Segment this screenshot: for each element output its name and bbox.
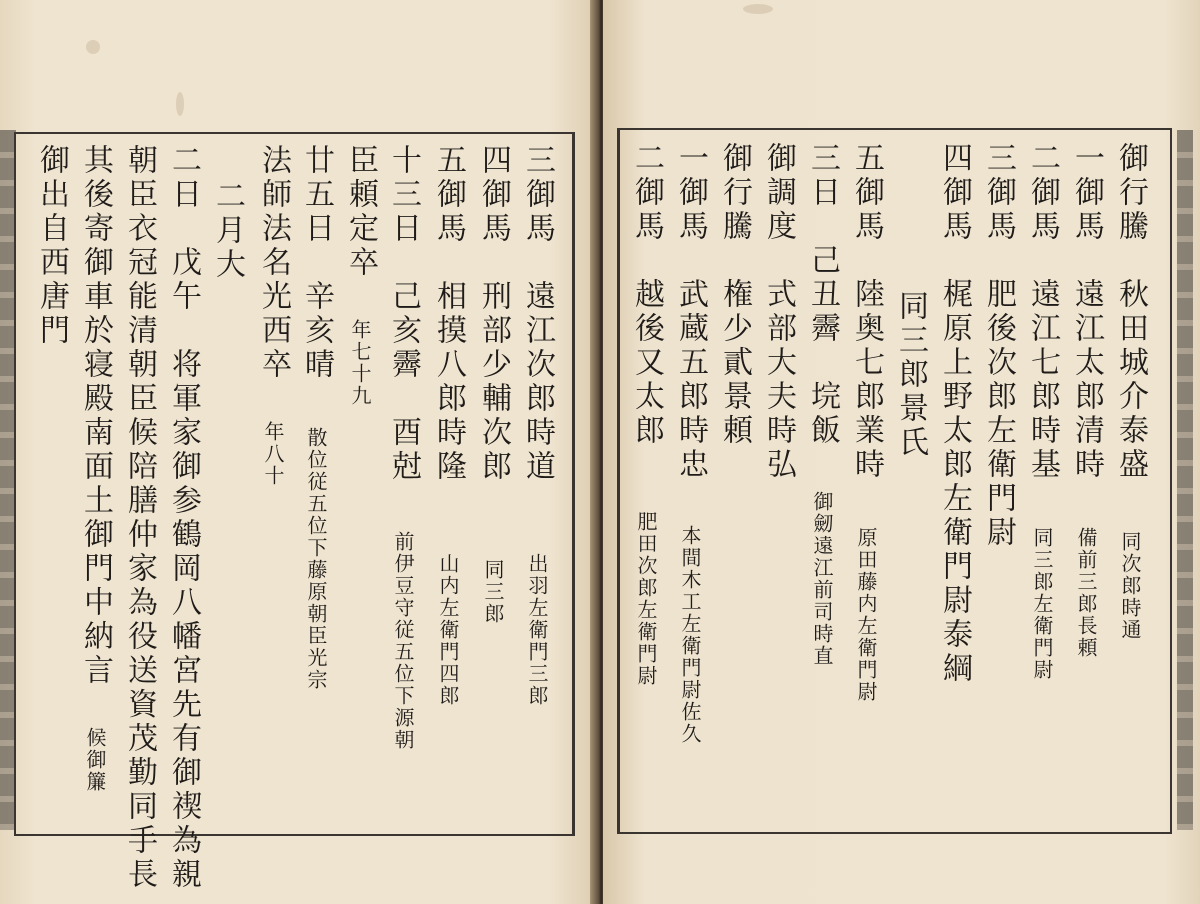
text-column: [761, 142, 795, 482]
text-column: [210, 180, 244, 282]
column-text: 朝臣衣冠能清朝臣候陪膳仲家為役送資茂勤同手長: [122, 144, 157, 892]
column-text: 十三日 己亥霽 酉尅: [386, 144, 421, 484]
page-edge-shadow: [1177, 130, 1193, 830]
column-text: 法師法名光西卒: [256, 144, 291, 382]
text-column: [849, 142, 883, 703]
text-column: [673, 142, 707, 745]
column-note: 本間木工左衛門尉佐久: [678, 525, 702, 745]
right-page: [603, 0, 1200, 904]
column-text: 同三郎景氏: [893, 290, 928, 460]
text-column: [520, 144, 554, 707]
column-text: 御行騰 秋田城介泰盛: [1113, 142, 1148, 482]
column-text: 御行騰 権少貳景頼: [717, 142, 752, 448]
text-column: [386, 144, 420, 751]
column-note: 同三郎左衛門尉: [1030, 527, 1054, 681]
text-column: [981, 142, 1015, 550]
text-column: [166, 144, 200, 892]
column-note: 年八十: [261, 421, 285, 487]
column-note: 備前三郎長頼: [1074, 527, 1098, 659]
left-page: [0, 0, 597, 904]
column-text: 三御馬 肥後次郎左衛門尉: [981, 142, 1016, 550]
text-column: [1113, 142, 1147, 641]
text-column: [256, 144, 290, 487]
text-column: [78, 144, 112, 793]
text-column: [1069, 142, 1103, 659]
text-column: [34, 144, 68, 348]
column-text: 三日 己丑霽 垸飯: [805, 142, 840, 448]
text-column: [343, 144, 377, 407]
column-note: 御劒遠江前司時直: [810, 491, 834, 667]
paper-stain: [176, 92, 184, 116]
text-column: [893, 290, 927, 460]
column-text: 御出自西唐門: [34, 144, 69, 348]
column-note: 同次郎時通: [1118, 531, 1142, 641]
column-text: 一御馬 武蔵五郎時忠: [673, 142, 708, 482]
column-text: 臣頼定卒: [343, 144, 378, 280]
column-text: 御調度 式部大夫時弘: [761, 142, 796, 482]
text-column: [1025, 142, 1059, 681]
column-text: 二月大: [210, 180, 245, 282]
text-column: [629, 142, 663, 687]
column-text: 五御馬 相摸八郎時隆: [431, 144, 466, 484]
column-note: 肥田次郎左衛門尉: [634, 511, 658, 687]
text-column: [122, 144, 156, 892]
column-note: 候御簾: [83, 727, 107, 793]
column-note: 原田藤内左衛門尉: [854, 527, 878, 703]
column-text: 一御馬 遠江太郎清時: [1069, 142, 1104, 482]
column-text: 二御馬 越後又太郎: [629, 142, 664, 448]
paper-stain: [743, 4, 773, 14]
column-note: 散位従五位下藤原朝臣光宗: [304, 427, 328, 691]
column-text: 廿五日 辛亥晴: [299, 144, 334, 382]
text-column: [476, 144, 510, 625]
column-text: 二御馬 遠江七郎時基: [1025, 142, 1060, 482]
column-note: 年七十九: [348, 319, 372, 407]
column-text: 五御馬 陸奥七郎業時: [849, 142, 884, 482]
column-text: 四御馬 刑部少輔次郎: [476, 144, 511, 484]
text-column: [299, 144, 333, 691]
column-text: 三御馬 遠江次郎時道: [520, 144, 555, 484]
column-text: 其後寄御車於寝殿南面土御門中納言: [78, 144, 113, 688]
paper-stain: [86, 40, 100, 54]
column-note: 前伊豆守従五位下源朝: [391, 531, 415, 751]
column-note: 同三郎: [481, 559, 505, 625]
column-text: 四御馬 梶原上野太郎左衛門尉泰綱: [937, 142, 972, 686]
text-column: [431, 144, 465, 707]
column-text: 二日 戊午 将軍家御参鶴岡八幡宮先有御禊為親: [166, 144, 201, 892]
text-column: [937, 142, 971, 686]
column-note: 出羽左衛門三郎: [525, 553, 549, 707]
column-note: 山内左衛門四郎: [436, 553, 460, 707]
text-column: [717, 142, 751, 448]
text-column: [805, 142, 839, 667]
